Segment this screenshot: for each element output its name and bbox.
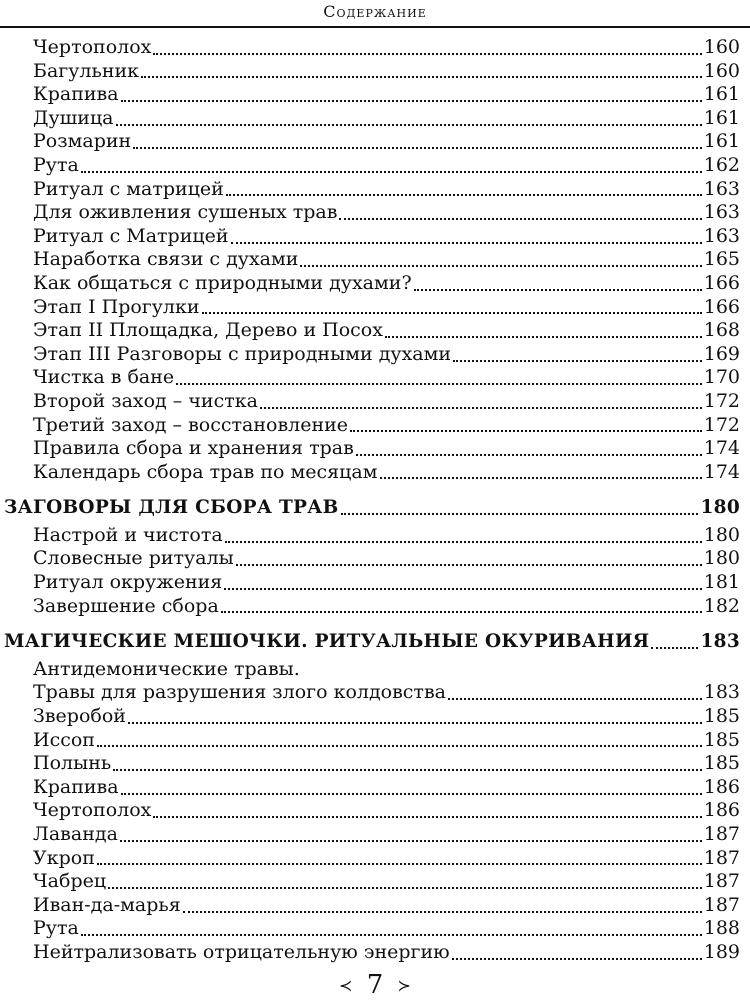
toc-entry [0, 547, 750, 571]
dot-leader [339, 218, 701, 220]
toc-entry [0, 178, 750, 202]
toc-entry-title: Словесные ритуалы [33, 547, 234, 570]
toc-entry [0, 248, 750, 272]
toc-entry-page: 182 [703, 594, 740, 617]
toc-entry [0, 154, 750, 178]
toc-entry-title: Второй заход – чистка [33, 389, 258, 412]
toc-entry [0, 343, 750, 367]
dot-leader [183, 911, 702, 913]
dot-leader [153, 53, 701, 55]
toc-entry-page: 185 [703, 752, 740, 775]
dot-leader [236, 564, 702, 566]
toc-entry [0, 296, 750, 320]
dot-leader [120, 840, 702, 842]
dot-leader [414, 289, 702, 291]
dot-leader [385, 336, 702, 338]
dot-leader [116, 124, 702, 126]
toc-entry [0, 894, 750, 918]
toc-entry-title: Полынь [33, 752, 112, 775]
toc-entry-title: Крапива [33, 775, 119, 798]
toc-entry-title: Багульник [33, 59, 140, 82]
toc-entry-title: Правила сбора и хранения трав [33, 437, 354, 460]
toc-entry-title: ЗАГОВОРЫ ДЛЯ СБОРА ТРАВ [4, 497, 339, 519]
toc-entry [0, 60, 750, 84]
toc-entry-page: 186 [703, 799, 740, 822]
toc-entry-title: Укроп [33, 846, 95, 869]
toc-entry [0, 776, 750, 800]
toc-entry [0, 414, 750, 438]
toc-entry [0, 870, 750, 894]
dot-leader [81, 171, 702, 173]
toc-entry [0, 524, 750, 548]
dot-leader [380, 477, 702, 479]
toc-entry-title: Календарь сбора трав по месяцам [33, 460, 378, 483]
running-head-title: Содержание [323, 2, 427, 21]
toc-entry-page: 187 [703, 870, 740, 893]
toc-entry-title: Чертополох [33, 36, 152, 58]
toc-entry-page: 180 [703, 547, 740, 570]
toc-entry-page: 163 [703, 177, 740, 200]
dot-leader [224, 588, 701, 590]
toc-entry [0, 571, 750, 595]
toc-entry-title: Этап III Разговоры с природными духами [33, 342, 452, 365]
toc-entry-page: 166 [703, 295, 740, 318]
toc-entry-page: 180 [703, 523, 740, 546]
toc-entry [0, 107, 750, 131]
toc-entry-title: МАГИЧЕСКИЕ МЕШОЧКИ. РИТУАЛЬНЫЕ ОКУРИВАНИЯ [4, 631, 650, 653]
dot-leader [651, 647, 698, 649]
toc-entry-title: Травы для разрушения злого колдовства [33, 681, 446, 704]
toc-entry-page: 187 [703, 846, 740, 869]
dot-leader [221, 611, 702, 613]
toc-entry-page: 187 [703, 823, 740, 845]
dot-leader [341, 513, 699, 515]
toc-entry-page: 174 [703, 460, 740, 483]
toc-entry [0, 390, 750, 414]
ornament-left-icon: ≺ [339, 976, 353, 995]
dot-leader [350, 430, 702, 432]
toc-entry-title: Крапива [33, 83, 119, 106]
toc-chapter [0, 630, 750, 654]
toc-entry-page: 189 [703, 940, 740, 963]
toc-entry-title: Зверобой [33, 705, 126, 728]
toc-entry-title: Ритуал окружения [33, 571, 223, 594]
page-number: 7 [366, 970, 384, 1000]
toc-entry-title: Нейтрализовать отрицательную энергию [33, 940, 450, 963]
toc-entry-title: Завершение сбора [33, 594, 219, 617]
toc-entry-title: Чистка в бане [33, 366, 175, 389]
toc-chapter [0, 496, 750, 520]
toc-entry-page: 166 [703, 271, 740, 294]
toc-entry-page: 168 [703, 319, 740, 342]
toc-entry [0, 917, 750, 941]
toc-entry-page: 169 [703, 342, 740, 365]
toc-entry-title: Третий заход – восстановление [33, 413, 349, 436]
dot-leader [226, 194, 702, 196]
toc-entry [0, 272, 750, 296]
toc-entry [0, 366, 750, 390]
dot-leader [452, 958, 702, 960]
toc-entry-title: Настрой и чистота [33, 523, 223, 546]
toc-entry-title: Для оживления сушеных трав [33, 201, 338, 224]
dot-leader [300, 265, 701, 267]
toc-entry [0, 752, 750, 776]
ornament-right-icon: ≻ [397, 976, 411, 995]
toc-entry-title: Этап I Прогулки [33, 295, 200, 318]
toc-entry [0, 823, 750, 847]
toc-entry-page: 183 [703, 681, 740, 704]
toc-entry-page: 160 [703, 36, 740, 58]
toc-entry-title: Чабрец [33, 870, 107, 893]
toc-entry-title: Антидемонические травы. [33, 657, 300, 680]
toc-entry [0, 941, 750, 965]
dot-leader [128, 722, 702, 724]
toc-entry [0, 681, 750, 705]
dot-leader [108, 887, 702, 889]
toc-entry-title: Как общаться с природными духами? [33, 271, 412, 294]
toc-entry-title: Ритуал с матрицей [33, 177, 224, 200]
toc-entry-page: 185 [703, 728, 740, 751]
toc-entry-page: 163 [703, 224, 740, 247]
toc-entry-page: 180 [700, 497, 740, 519]
toc-entry-page: 174 [703, 437, 740, 460]
toc-entry [0, 729, 750, 753]
toc-entry [0, 799, 750, 823]
toc-entry-page: 165 [703, 248, 740, 271]
toc-entry-page: 172 [703, 389, 740, 412]
table-of-contents [0, 36, 750, 965]
toc-entry-title: Лаванда [33, 823, 118, 845]
dot-leader [81, 934, 702, 936]
dot-leader [121, 100, 702, 102]
dot-leader [260, 407, 702, 409]
toc-entry-page: 161 [703, 106, 740, 129]
toc-entry-page: 161 [703, 130, 740, 153]
dot-leader [141, 76, 702, 78]
toc-entry [0, 847, 750, 871]
toc-entry-title: Чертополох [33, 799, 152, 822]
toc-entry-page: 170 [703, 366, 740, 389]
toc-entry [0, 201, 750, 225]
toc-entry-title: Этап II Площадка, Дерево и Посох [33, 319, 383, 342]
toc-entry [0, 225, 750, 249]
toc-entry-title: Рута [33, 153, 79, 176]
dot-leader [356, 454, 702, 456]
toc-entry-title: Иссоп [33, 728, 95, 751]
toc-entry [0, 437, 750, 461]
toc-entry [0, 130, 750, 154]
dot-leader [121, 793, 702, 795]
dot-leader [453, 360, 702, 362]
toc-entry-page: 181 [703, 571, 740, 594]
dot-leader [153, 816, 701, 818]
toc-entry-page: 172 [703, 413, 740, 436]
toc-entry [0, 319, 750, 343]
toc-entry-page: 183 [700, 631, 740, 653]
dot-leader [133, 147, 702, 149]
toc-entry-title: Иван-да-марья [33, 893, 181, 916]
toc-entry-page: 186 [703, 775, 740, 798]
dot-leader [202, 312, 702, 314]
page-folio [0, 970, 750, 1001]
toc-entry [0, 461, 750, 485]
toc-entry-page: 161 [703, 83, 740, 106]
dot-leader [448, 698, 702, 700]
dot-leader [97, 863, 702, 865]
toc-entry-page: 160 [703, 59, 740, 82]
toc-entry [0, 83, 750, 107]
toc-entry-page: 187 [703, 893, 740, 916]
toc-entry [0, 658, 750, 682]
toc-entry-page: 185 [703, 705, 740, 728]
toc-entry-title: Рута [33, 917, 79, 940]
running-head [0, 0, 750, 28]
toc-entry-title: Ритуал с Матрицей [33, 224, 229, 247]
dot-leader [97, 745, 702, 747]
toc-entry-page: 162 [703, 153, 740, 176]
toc-entry [0, 595, 750, 619]
toc-entry [0, 36, 750, 60]
toc-entry-page: 163 [703, 201, 740, 224]
toc-entry [0, 705, 750, 729]
toc-entry-title: Душица [33, 106, 114, 129]
dot-leader [225, 541, 702, 543]
dot-leader [231, 242, 702, 244]
toc-entry-title: Наработка связи с духами [33, 248, 299, 271]
toc-entry-page: 188 [703, 917, 740, 940]
dot-leader [176, 383, 702, 385]
toc-entry-title: Розмарин [33, 130, 132, 153]
dot-leader [113, 769, 702, 771]
